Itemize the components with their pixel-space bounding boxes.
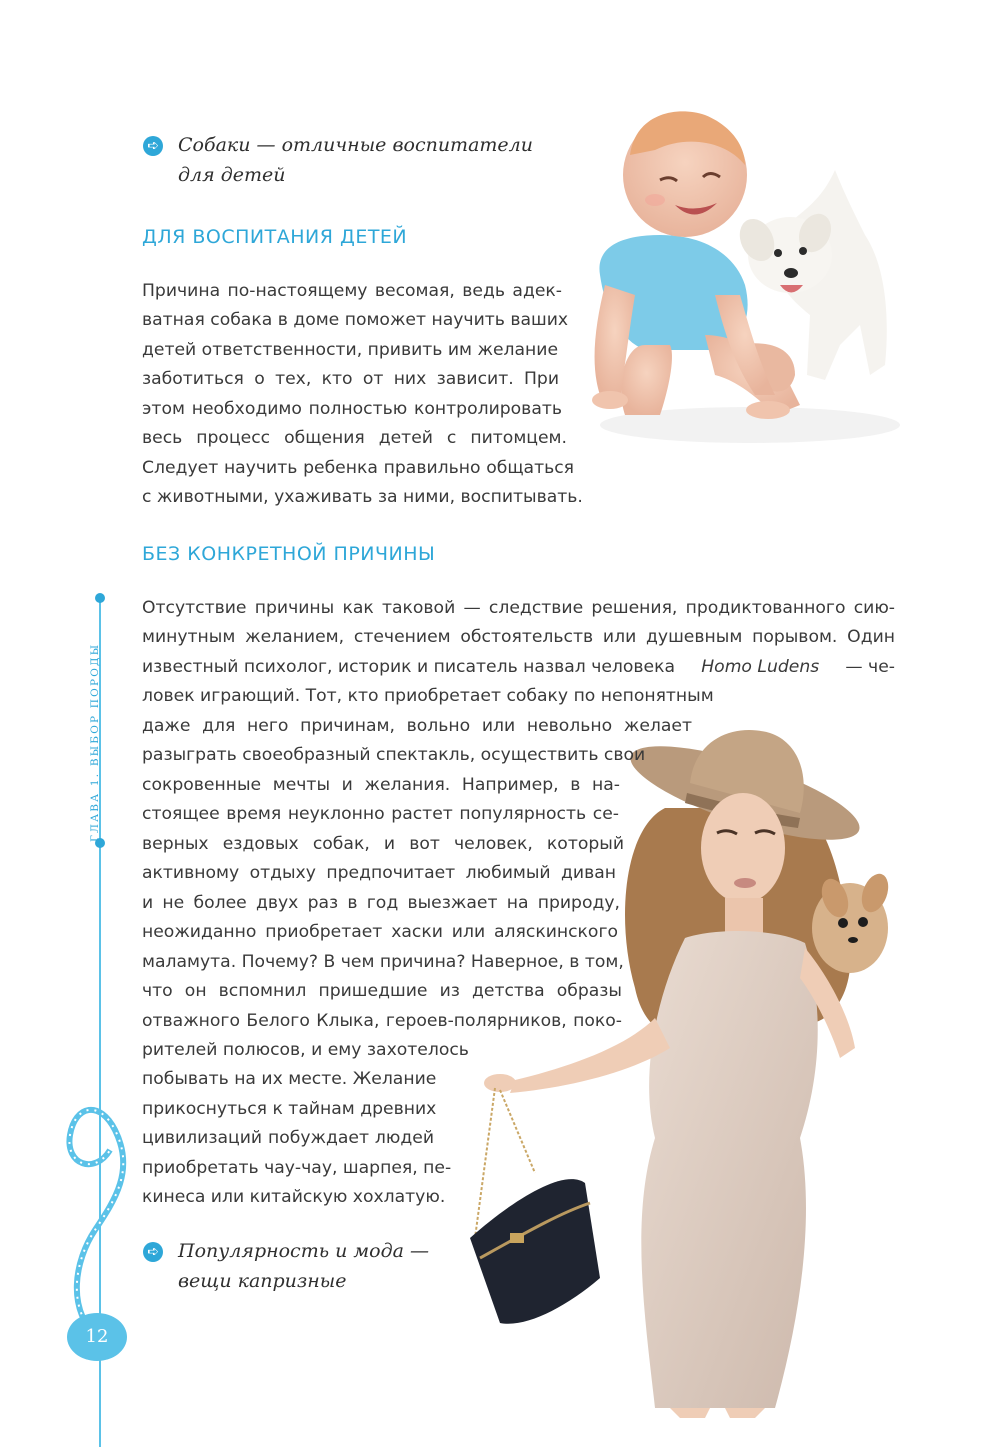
section1-line: Следует научить ребенка правильно общаться bbox=[142, 458, 574, 478]
section2-line: маламута. Почему? В чем причина? Наверное, в том, bbox=[142, 952, 624, 972]
section2-line: ловек играющий. Тот, кто приобретает собаку по непонятным bbox=[142, 686, 714, 706]
section1-line: детей ответственности, привить им желание bbox=[142, 340, 559, 360]
section2-line: даже для него причинам, вольно или невольно желает bbox=[142, 716, 692, 736]
arrow-right-icon: ➪ bbox=[143, 1242, 163, 1262]
section2-line: Отсутствие причины как таковой — следствие решения, продиктованного сию- bbox=[142, 598, 895, 618]
section2-line: приобретать чау-чау, шарпея, пе- bbox=[142, 1158, 452, 1178]
section2-line: прикоснуться к тайнам древних bbox=[142, 1099, 437, 1119]
homo-ludens-term: Homo Ludens bbox=[701, 657, 820, 677]
section2-line: рителей полюсов, и ему захотелось bbox=[142, 1040, 469, 1060]
section2-line: стоящее время неуклонно растет популярность се- bbox=[142, 804, 619, 824]
page-number: 12 bbox=[67, 1313, 127, 1361]
chapter-title: ГЛАВА 1. ВЫБОР ПОРОДЫ bbox=[89, 642, 101, 842]
section2-line: цивилизаций побуждает людей bbox=[142, 1128, 434, 1148]
section2-line3-start: известный психолог, историк и писатель назвал человека bbox=[142, 657, 676, 677]
sidebar-dot-top bbox=[95, 593, 105, 603]
section2-line: что он вспомнил пришедшие из детства образы bbox=[142, 981, 622, 1001]
fashion-caption-line2: вещи капризные bbox=[178, 1270, 347, 1292]
section1-line: с животными, ухаживать за ними, воспитывать. bbox=[142, 487, 583, 507]
section2-line: минутным желанием, стечением обстоятельств или душевным порывом. Один bbox=[142, 627, 895, 647]
dogs-caption-line1: Собаки — отличные воспитатели bbox=[178, 134, 533, 156]
section1-line: Причина по-настоящему весомая, ведь адек- bbox=[142, 281, 562, 301]
section2-line: побывать на их месте. Желание bbox=[142, 1069, 437, 1089]
section2-line: неожиданно приобретает хаски или аляскинского bbox=[142, 922, 618, 942]
section2-line: и не более двух раз в год выезжает на природу, bbox=[142, 893, 620, 913]
section2-line: активному отдыху предпочитает любимый диван bbox=[142, 863, 616, 883]
section2-line: верных ездовых собак, и вот человек, который bbox=[142, 834, 624, 854]
section2-line3-end: — че- bbox=[845, 657, 895, 677]
section1-line: этом необходимо полностью контролировать bbox=[142, 399, 562, 419]
section2-line: отважного Белого Клыка, героев-полярников, поко- bbox=[142, 1011, 622, 1031]
arrow-right-icon: ➪ bbox=[143, 136, 163, 156]
section1-line: ватная собака в доме поможет научить ваших bbox=[142, 310, 569, 330]
dogs-caption-line2: для детей bbox=[178, 164, 286, 186]
section-heading-children: ДЛЯ ВОСПИТАНИЯ ДЕТЕЙ bbox=[142, 226, 408, 248]
section1-line: весь процесс общения детей с питомцем. bbox=[142, 428, 567, 448]
section-heading-no-reason: БЕЗ КОНКРЕТНОЙ ПРИЧИНЫ bbox=[142, 543, 436, 565]
section2-line: сокровенные мечты и желания. Например, в на- bbox=[142, 775, 620, 795]
baby-with-puppy-image bbox=[585, 95, 915, 450]
section2-line-homo-ludens bbox=[142, 653, 895, 683]
section1-line: заботиться о тех, кто от них зависит. При bbox=[142, 369, 559, 389]
fashion-caption-line1: Популярность и мода — bbox=[178, 1240, 429, 1262]
section2-line: кинеса или китайскую хохлатую. bbox=[142, 1187, 446, 1207]
section2-line: разыграть своеобразный спектакль, осуществить свои bbox=[142, 745, 646, 765]
